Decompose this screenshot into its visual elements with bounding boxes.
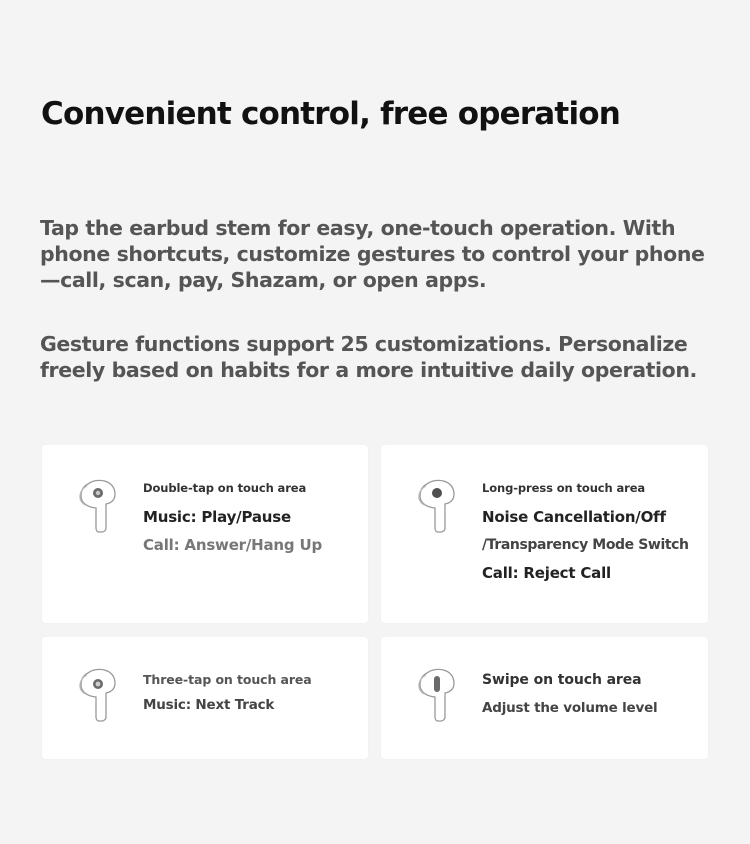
gesture-card-swipe xyxy=(381,637,708,759)
gesture-label: Double-tap on touch area xyxy=(143,481,307,495)
gesture-label: Three-tap on touch area xyxy=(143,672,312,687)
page-title: Convenient control, free operation xyxy=(41,96,621,132)
earbud-icon xyxy=(414,478,464,534)
gesture-action: Noise Cancellation/Off xyxy=(482,508,666,526)
gesture-action: Music: Play/Pause xyxy=(143,508,291,526)
gesture-label: Swipe on touch area xyxy=(482,672,642,688)
gesture-action: /Transparency Mode Switch xyxy=(482,537,689,553)
gesture-action: Call: Answer/Hang Up xyxy=(143,536,322,554)
intro-paragraph: Tap the earbud stem for easy, one-touch operation. With phone shortcuts, customize gestures to control your phone—call, scan, pay, Shazam, or open apps. xyxy=(40,216,705,292)
earbud-icon xyxy=(75,667,125,723)
gesture-card-long-press xyxy=(381,445,708,623)
gesture-action: Adjust the volume level xyxy=(482,700,658,716)
gesture-action: Call: Reject Call xyxy=(482,564,611,582)
customization-paragraph: Gesture functions support 25 customizations. Personalize freely based on habits for a more intuitive daily operation. xyxy=(40,332,697,382)
earbud-icon xyxy=(75,478,125,534)
earbud-icon xyxy=(414,667,464,723)
gesture-card-double-tap xyxy=(42,445,368,623)
gesture-card-three-tap xyxy=(42,637,368,759)
gesture-label: Long-press on touch area xyxy=(482,481,646,495)
gesture-action: Music: Next Track xyxy=(143,697,275,713)
